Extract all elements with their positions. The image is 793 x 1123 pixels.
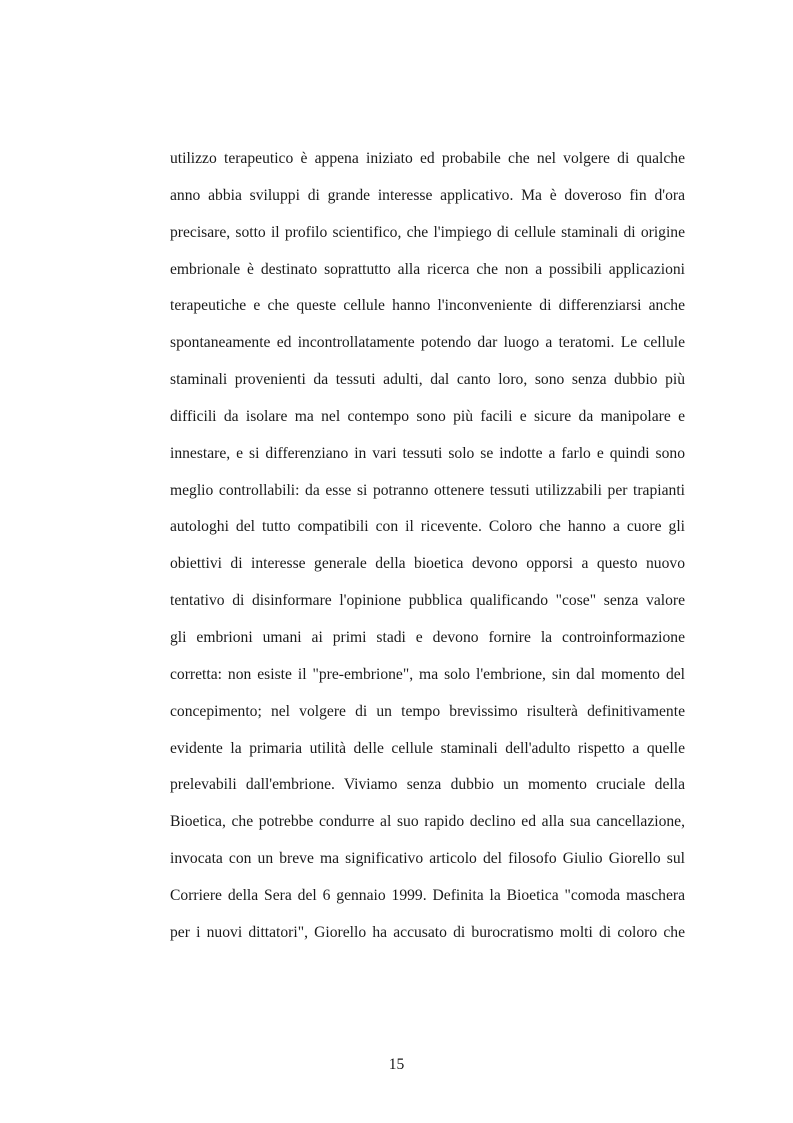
text-line: terapeutiche e che queste cellule hanno l'inconveniente di differenziarsi anche <box>170 297 685 315</box>
text-line: obiettivi di interesse generale della bioetica devono opporsi a questo nuovo <box>170 555 685 573</box>
text-line: meglio controllabili: da esse si potranno ottenere tessuti utilizzabili per trapianti <box>170 481 685 499</box>
text-line: utilizzo terapeutico è appena iniziato ed probabile che nel volgere di qualche <box>170 150 685 167</box>
text-line: Bioetica, che potrebbe condurre al suo rapido declino ed alla sua cancellazione, <box>170 813 685 831</box>
text-line: embrionale è destinato soprattutto alla ricerca che non a possibili applicazioni <box>170 260 685 278</box>
text-line: evidente la primaria utilità delle cellule staminali dell'adulto rispetto a quelle <box>170 739 685 757</box>
text-line: tentativo di disinformare l'opinione pubblica qualificando "cose" senza valore <box>170 592 685 610</box>
page-number: 15 <box>388 1056 405 1073</box>
text-line: concepimento; nel volgere di un tempo brevissimo risulterà definitivamente <box>170 702 685 720</box>
text-line: Corriere della Sera del 6 gennaio 1999. Definita la Bioetica "comoda maschera <box>170 886 685 904</box>
text-line: per i nuovi dittatori", Giorello ha accusato di burocratismo molti di coloro che <box>170 923 685 941</box>
text-line: anno abbia sviluppi di grande interesse applicativo. Ma è doveroso fin d'ora <box>170 186 685 204</box>
text-line: gli embrioni umani ai primi stadi e devono fornire la controinformazione <box>170 628 685 646</box>
text-line: difficili da isolare ma nel contempo sono più facili e sicure da manipolare e <box>170 407 685 425</box>
text-line: staminali provenienti da tessuti adulti, dal canto loro, sono senza dubbio più <box>170 371 685 389</box>
text-line: prelevabili dall'embrione. Viviamo senza dubbio un momento cruciale della <box>170 776 685 794</box>
text-line: autologhi del tutto compatibili con il ricevente. Coloro che hanno a cuore gli <box>170 518 685 536</box>
text-line: innestare, e si differenziano in vari tessuti solo se indotte a farlo e quindi sono <box>170 444 685 462</box>
text-line: invocata con un breve ma significativo articolo del filosofo Giulio Giorello sul <box>170 850 685 868</box>
body-text <box>170 146 685 957</box>
text-line: precisare, sotto il profilo scientifico, che l'impiego di cellule staminali di origine <box>170 223 685 241</box>
text-line: spontaneamente ed incontrollatamente potendo dar luogo a teratomi. Le cellule <box>170 334 685 352</box>
text-line: corretta: non esiste il "pre-embrione", ma solo l'embrione, sin dal momento del <box>170 665 685 683</box>
